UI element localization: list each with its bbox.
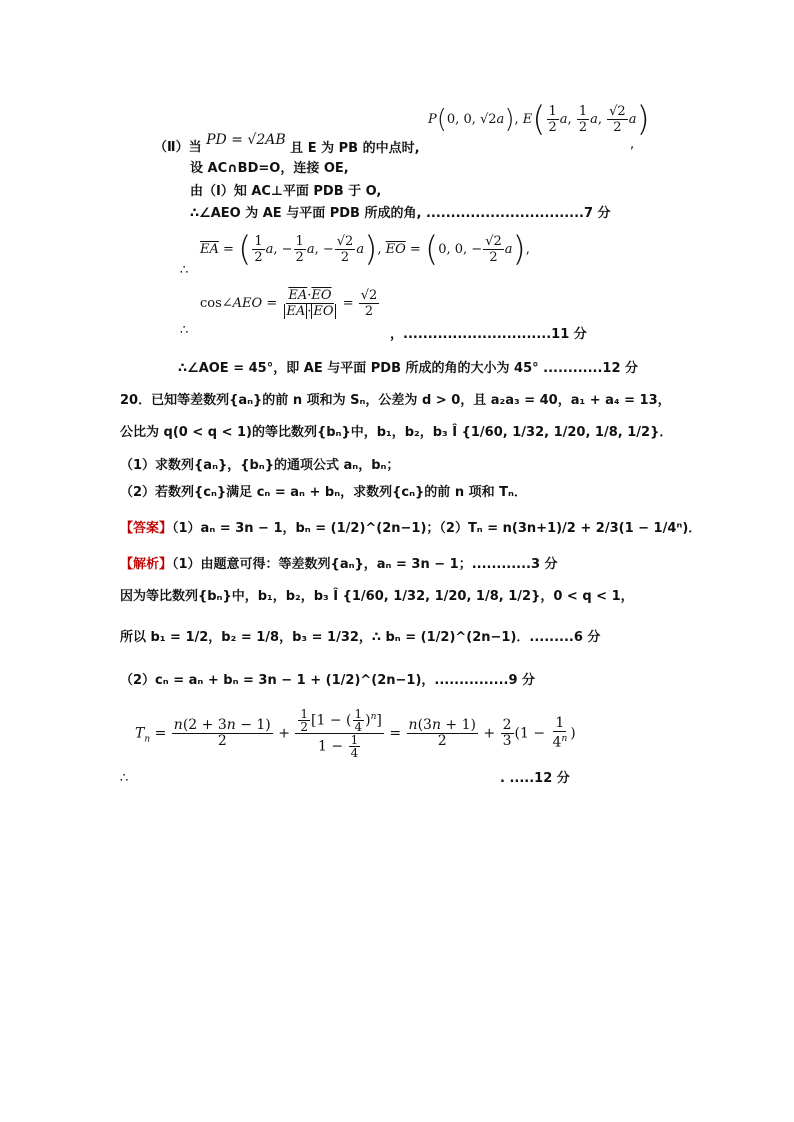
cos-score: ，..............................11 分 bbox=[390, 327, 587, 342]
coord-comma: , bbox=[630, 137, 635, 152]
q20-line-4: （2）若数列{cₙ}满足 cₙ = aₙ + bₙ，求数列{cₙ}的前 n 项和 Tₙ． bbox=[120, 485, 527, 500]
solution-1: （1）由题意可得：等差数列{aₙ}，aₙ = 3n − 1；............3 分 bbox=[172, 557, 558, 572]
answer-text: （1）aₙ = 3n − 1，bₙ = (1/2)^(2n−1)；（2）Tₙ = n(3n+1)/2 + 2/3(1 − 1/4ⁿ)． bbox=[172, 521, 702, 536]
q20-line-3: （1）求数列{aₙ}，{bₙ}的通项公式 aₙ，bₙ； bbox=[120, 458, 400, 473]
part2-line-3: 由（Ⅰ）知 AC⊥平面 PDB 于 O, bbox=[190, 184, 382, 199]
solution-2: 因为等比数列{bₙ}中，b₁，b₂，b₃ Î {1/60, 1/32, 1/20, 1/8, 1/2}，0 < q < 1， bbox=[120, 589, 634, 604]
coord-p-e: P(0, 0, √2a), E( $\frac{1}{2}$ a, $\frac{1}{2}$ a, $\frac{√2}{2}$ a) bbox=[428, 99, 650, 140]
part2-heading-suffix: 且 E 为 PB 的中点时, bbox=[290, 141, 420, 156]
therefore-3: ∴ bbox=[120, 771, 129, 786]
q20-line-1: 20．已知等差数列{aₙ}的前 n 项和为 Sₙ，公差为 d > 0，且 a₂a₃ = 40，a₁ + a₄ = 13， bbox=[120, 393, 671, 408]
q20-line-2: 公比为 q(0 < q < 1)的等比数列{bₙ}中，b₁，b₂，b₃ Î {1/60, 1/32, 1/20, 1/8, 1/2}． bbox=[120, 425, 673, 440]
q20-answer bbox=[120, 520, 701, 538]
part2-conclusion: ∴∠AOE = 45°，即 AE 与平面 PDB 所成的角的大小为 45° ............12 分 bbox=[178, 361, 639, 376]
part2-line-2: 设 AC∩BD=O，连接 OE, bbox=[190, 161, 349, 176]
answer-tag: 【答案】 bbox=[120, 521, 173, 536]
therefore-2: ∴ bbox=[180, 323, 189, 338]
solution-3: 所以 b₁ = 1/2，b₂ = 1/8，b₃ = 1/32，∴ bₙ = (1/2)^(2n−1)．.........6 分 bbox=[120, 630, 601, 645]
solution-5-score: . .....12 分 bbox=[500, 771, 570, 786]
analysis-tag: 【解析】 bbox=[120, 557, 173, 572]
vector-line: $\overline{EA}$ = ( $\frac{1}{2}$ a, − $\frac{1}{2}$ a, − $\frac{√2}{2}$ a), $\overline{EO} = (0$, 0, − $\frac{√2}{2}$ a), bbox=[200, 229, 530, 270]
cos-line: cos∠AEO = $\frac{\overline{EA}\cdot\overline{EO}}{\overline{EA} \cdot \overline{EO}}$ = $\frac{√2}{2}$ bbox=[200, 288, 378, 319]
part2-line-4: ∴∠AEO 为 AE 与平面 PDB 所成的角, ................................7 分 bbox=[190, 206, 611, 221]
part2-heading-prefix: （Ⅱ）当 bbox=[154, 140, 202, 155]
therefore-1: ∴ bbox=[180, 263, 189, 278]
q20-analysis bbox=[120, 556, 558, 574]
part2-heading bbox=[154, 132, 420, 157]
pd-condition: PD = √2AB bbox=[206, 132, 286, 148]
tn-expression: $T_n$ = $\frac{n(2 + 3n - 1)}{2}$ + $\frac{1}{2}$ [1 − ( $\frac{1}{4}$ )$^n$] 1 − $\frac{1}{4}$ = $\frac{n(3n + 1)}{2}$ + $\frac{2}{3}$ (1 − $\frac{1}{4^n}$ ) bbox=[135, 707, 576, 760]
solution-4: （2）cₙ = aₙ + bₙ = 3n − 1 + (1/2)^(2n−1)，...............9 分 bbox=[120, 673, 536, 688]
